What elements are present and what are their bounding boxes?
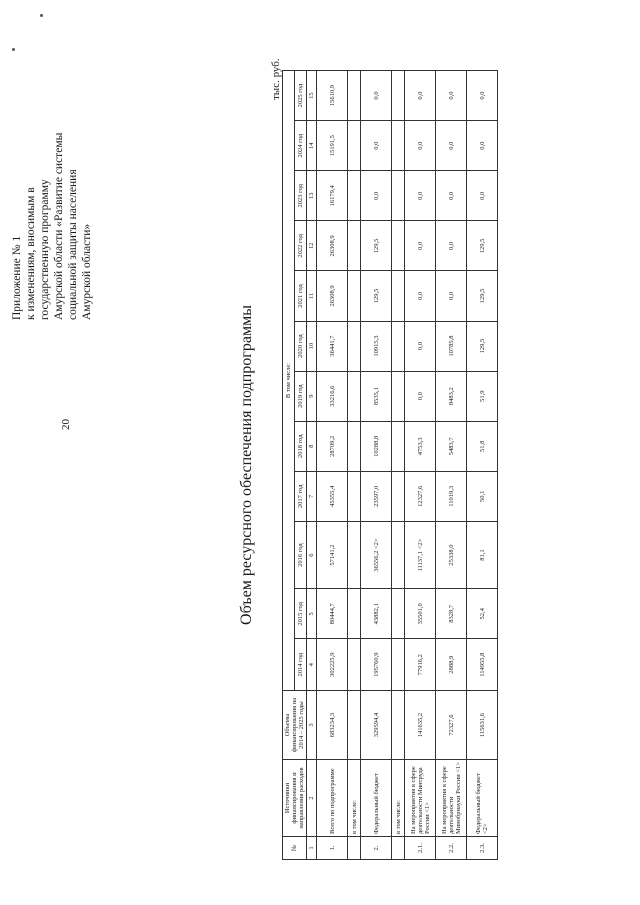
row-value	[392, 371, 405, 421]
row-value: 129,5	[361, 221, 392, 271]
header-num: №	[283, 837, 307, 860]
row-value: 0,0	[405, 221, 436, 271]
row-value: 8483,2	[436, 371, 467, 421]
row-value	[348, 639, 361, 691]
row-value: 10288,8	[361, 421, 392, 471]
row-value	[392, 521, 405, 588]
row-value: 0,0	[361, 121, 392, 171]
row-value: 36556,2 <2>	[361, 521, 392, 588]
row-value	[348, 221, 361, 271]
column-number: 5	[307, 589, 317, 639]
row-value: 50,1	[467, 471, 498, 521]
row-value	[348, 521, 361, 588]
row-value: 33216,6	[317, 371, 348, 421]
row-value	[392, 271, 405, 321]
row-value: 302225,9	[317, 639, 348, 691]
column-number: 4	[307, 639, 317, 691]
row-value: 0,0	[467, 171, 498, 221]
header-year: 2016 год	[295, 521, 307, 588]
row-value: 4753,3	[405, 421, 436, 471]
row-num: 2.2.	[436, 837, 467, 860]
header-source: Источники финансирования и направления расходов	[283, 760, 307, 837]
row-value: 28709,2	[317, 421, 348, 471]
row-value: 195760,9	[361, 639, 392, 691]
column-number: 13	[307, 171, 317, 221]
appendix-line: к изменениям, вносимым в	[25, 187, 37, 320]
row-value	[348, 171, 361, 221]
row-value	[392, 421, 405, 471]
row-value: 0,0	[405, 171, 436, 221]
row-value: 0,0	[361, 71, 392, 121]
row-name: Всего по подпрограмме	[317, 760, 348, 837]
table-row	[392, 71, 405, 860]
header-year: 2021 год	[295, 271, 307, 321]
row-value	[392, 221, 405, 271]
row-total: 329594,4	[361, 691, 392, 760]
row-value	[348, 321, 361, 371]
row-value: 23597,0	[361, 471, 392, 521]
row-value: 0,0	[436, 271, 467, 321]
column-number: 15	[307, 71, 317, 121]
row-value: 129,5	[361, 271, 392, 321]
row-value: 114955,8	[467, 639, 498, 691]
appendix-line: Приложение № 1	[11, 235, 23, 320]
column-number: 9	[307, 371, 317, 421]
row-value: 0,0	[436, 121, 467, 171]
page-number: 20	[60, 419, 72, 430]
row-value	[392, 121, 405, 171]
row-value: 45355,4	[317, 471, 348, 521]
row-value	[348, 421, 361, 471]
row-name: На мероприятия в сфере деятельности Минтруда России <1>	[405, 760, 436, 837]
row-total	[392, 691, 405, 760]
row-value: 36441,7	[317, 321, 348, 371]
column-number: 12	[307, 221, 317, 271]
appendix-line: социальной защиты населения	[67, 169, 79, 320]
table-row	[405, 71, 436, 860]
appendix-line: Амурской области»	[81, 223, 93, 320]
row-value: 10785,8	[436, 321, 467, 371]
row-value: 80444,7	[317, 589, 348, 639]
row-total: 141635,2	[405, 691, 436, 760]
column-number: 3	[307, 691, 317, 760]
row-num: 1.	[317, 837, 348, 860]
column-number: 11	[307, 271, 317, 321]
header-year: 2018 год	[295, 421, 307, 471]
table-row	[467, 71, 498, 860]
row-value: 52,4	[467, 589, 498, 639]
column-number: 14	[307, 121, 317, 171]
row-value: 15191,5	[317, 121, 348, 171]
row-value: 8535,1	[361, 371, 392, 421]
row-value	[392, 589, 405, 639]
row-value: 8328,7	[436, 589, 467, 639]
row-value: 25338,0	[436, 521, 467, 588]
row-total	[348, 691, 361, 760]
unit-label: тыс. руб.	[270, 58, 282, 100]
row-value: 0,0	[361, 171, 392, 221]
row-num	[348, 837, 361, 860]
row-value: 26308,9	[317, 271, 348, 321]
row-value: 11019,3	[436, 471, 467, 521]
table-row	[348, 71, 361, 860]
row-value	[348, 121, 361, 171]
row-value	[392, 171, 405, 221]
appendix-line: государственную программу	[39, 179, 51, 320]
row-value: 0,0	[436, 71, 467, 121]
row-subheading: в том числе:	[392, 760, 405, 837]
resource-table	[282, 70, 498, 860]
header-year: 2019 год	[295, 371, 307, 421]
header-year: 2022 год	[295, 221, 307, 271]
row-value: 51,8	[467, 421, 498, 471]
row-value: 15610,9	[317, 71, 348, 121]
row-value: 0,0	[405, 321, 436, 371]
column-number: 7	[307, 471, 317, 521]
row-value: 26308,9	[317, 221, 348, 271]
header-year: 2024 год	[295, 121, 307, 171]
row-name: Федеральный бюджет	[361, 760, 392, 837]
row-value: 12327,6	[405, 471, 436, 521]
header-year: 2020 год	[295, 321, 307, 371]
column-number: 2	[307, 760, 317, 837]
row-value	[392, 639, 405, 691]
row-value: 43882,1	[361, 589, 392, 639]
header-including: В том числе:	[283, 71, 295, 691]
row-value	[348, 71, 361, 121]
table-row	[436, 71, 467, 860]
row-name: Федеральный бюджет <2>	[467, 760, 498, 837]
row-value: 11137,1 <2>	[405, 521, 436, 588]
row-value: 77916,2	[405, 639, 436, 691]
row-value: 57141,2	[317, 521, 348, 588]
row-value	[348, 471, 361, 521]
document-title: Объем ресурсного обеспечения подпрограммы	[238, 305, 255, 625]
row-num: 2.	[361, 837, 392, 860]
row-value: 10915,3	[361, 321, 392, 371]
row-value: 81,1	[467, 521, 498, 588]
row-value	[392, 71, 405, 121]
row-value: 0,0	[436, 221, 467, 271]
column-number: 10	[307, 321, 317, 371]
row-value: 0,0	[405, 121, 436, 171]
column-number: 1	[307, 837, 317, 860]
header-year: 2017 год	[295, 471, 307, 521]
table-row	[361, 71, 392, 860]
row-value: 0,0	[467, 71, 498, 121]
row-value: 0,0	[405, 271, 436, 321]
row-value: 129,5	[467, 221, 498, 271]
row-num: 2.1.	[405, 837, 436, 860]
scan-speck	[40, 14, 43, 17]
row-num	[392, 837, 405, 860]
row-total: 72327,6	[436, 691, 467, 760]
appendix-block	[10, 40, 94, 320]
row-total: 115631,6	[467, 691, 498, 760]
table-body	[317, 71, 498, 860]
header-year: 2014 год	[295, 639, 307, 691]
table-row	[317, 71, 348, 860]
row-value: 0,0	[467, 121, 498, 171]
row-subheading: в том числе:	[348, 760, 361, 837]
header-volume: Объемы финансирования на 2014 – 2025 годы	[283, 691, 307, 760]
row-value: 16179,4	[317, 171, 348, 221]
row-value: 129,5	[467, 321, 498, 371]
column-number: 6	[307, 521, 317, 588]
row-value: 129,5	[467, 271, 498, 321]
row-value	[348, 589, 361, 639]
row-value: 5483,7	[436, 421, 467, 471]
row-name: На мероприятия в сфере деятельности Минобрнауки России <1>	[436, 760, 467, 837]
row-value: 2888,9	[436, 639, 467, 691]
row-value	[348, 271, 361, 321]
row-value: 35501,0	[405, 589, 436, 639]
row-value	[348, 371, 361, 421]
appendix-line: Амурской области «Развитие системы	[53, 132, 65, 320]
row-value	[392, 321, 405, 371]
column-number: 8	[307, 421, 317, 471]
header-year: 2015 год	[295, 589, 307, 639]
row-value: 0,0	[436, 171, 467, 221]
column-number-row	[307, 71, 317, 860]
row-total: 683234,3	[317, 691, 348, 760]
row-value: 0,0	[405, 371, 436, 421]
row-value: 0,0	[405, 71, 436, 121]
row-num: 2.3.	[467, 837, 498, 860]
row-value	[392, 471, 405, 521]
row-value: 51,9	[467, 371, 498, 421]
header-year: 2023 год	[295, 171, 307, 221]
header-year: 2025 год	[295, 71, 307, 121]
